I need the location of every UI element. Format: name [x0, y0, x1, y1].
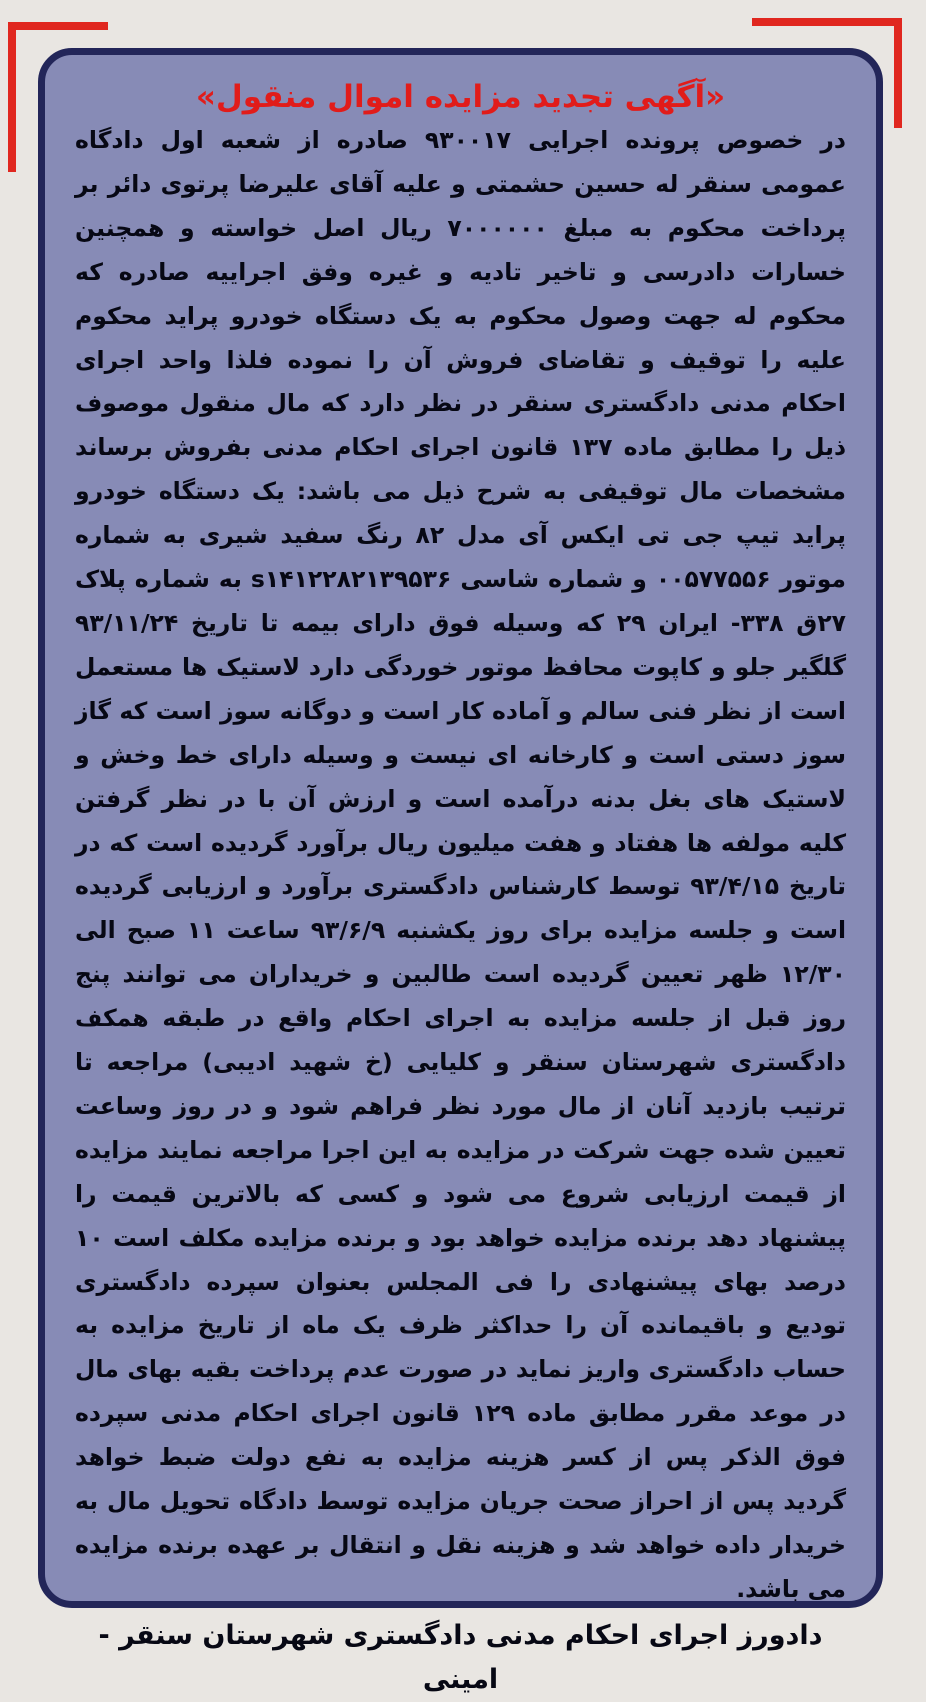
notice-title: «آگهی تجدید مزایده اموال منقول» [195, 79, 726, 115]
corner-mark-top-right [752, 18, 902, 26]
corner-mark-top-right-vertical [894, 18, 902, 128]
notice-body: در خصوص پرونده اجرایی ۹۳۰۰۱۷ صادره از شعبه اول دادگاه عمومی سنقر له حسین حشمتی و علیه آقای علیرضا پرتوی دائر بر پرداخت محکوم به مبلغ ۷۰۰۰۰۰۰ ریال اصل خواسته و همچنین خسارات دادرسی و تاخیر تادیه و غیره وفق اجراییه صادره که محکوم له جهت وصول محکوم به یک دستگاه خودرو پراید محکوم علیه را توقیف و تقاضای فروش آن را نموده فلذا واحد اجرای احکام مدنی دادگستری سنقر در نظر دارد که مال منقول موصوف ذیل را مطابق ماده ۱۳۷ قانون اجرای احکام مدنی بفروش برساند مشخصات مال توقیفی به شرح ذیل می باشد: یک دستگاه خودرو پراید تیپ جی تی ایکس آی مدل ۸۲ رنگ سفید شیری به شماره موتور ۰۰۵۷۷۵۵۶ و شماره شاسی s۱۴۱۲۲۸۲۱۳۹۵۳۶ به شماره پلاک ۲۷ق ۳۳۸- ایران ۲۹ که وسیله فوق دارای بیمه تا تاریخ ۹۳/۱۱/۲۴ گلگیر جلو و کاپوت محافظ موتور خوردگی دارد لاستیک ها مستعمل است از نظر فنی سالم و آماده کار است و دوگانه سوز است که گاز سوز دستی است و کارخانه ای نیست و وسیله دارای خط وخش و لاستیک های بغل بدنه درآمده است و ارزش آن با در نظر گرفتن کلیه مولفه ها هفتاد و هفت میلیون ریال برآورد گردیده است که در تاریخ ۹۳/۴/۱۵ توسط کارشناس دادگستری برآورد و ارزیابی گردیده است و جلسه مزایده برای روز یکشنبه ۹۳/۶/۹ ساعت ۱۱ صبح الی ۱۲/۳۰ ظهر تعیین گردیده است طالبین و خریداران می توانند پنج روز قبل از جلسه مزایده به اجرای احکام واقع در طبقه همکف دادگستری شهرستان سنقر و کلیایی (خ شهید ادیبی) مراجعه تا ترتیب بازدید آنان از مال مورد نظر فراهم شود و در روز وساعت تعیین شده جهت شرکت در مزایده به این اجرا مراجعه نمایند مزایده از قیمت ارزیابی شروع می شود و کسی که بالاترین قیمت را پیشنهاد دهد برنده مزایده خواهد بود و برنده مزایده مکلف است ۱۰ درصد بهای پیشنهادی را فی المجلس بعنوان سپرده دادگستری تودیع و باقیمانده آن را حداکثر ظرف یک ماه از تاریخ مزایده به حساب دادگستری واریز نماید در صورت عدم پرداخت بقیه بهای مال در موعد مقرر مطابق ماده ۱۲۹ قانون اجرای احکام مدنی سپرده فوق الذکر پس از کسر هزینه مزایده به نفع دولت ضبط خواهد گردید پس از احراز صحت جریان مزایده توسط دادگاه تحویل مال به خریدار داده خواهد شد و هزینه نقل و انتقال بر عهده برنده مزایده می باشد. [75, 126, 846, 1603]
corner-mark-top-left-vertical [8, 22, 16, 172]
notice-signature: دادورز اجرای احکام مدنی دادگستری شهرستان سنقر - امینی [98, 1619, 823, 1695]
notice-panel [38, 48, 883, 1695]
corner-mark-top-left [8, 22, 108, 30]
